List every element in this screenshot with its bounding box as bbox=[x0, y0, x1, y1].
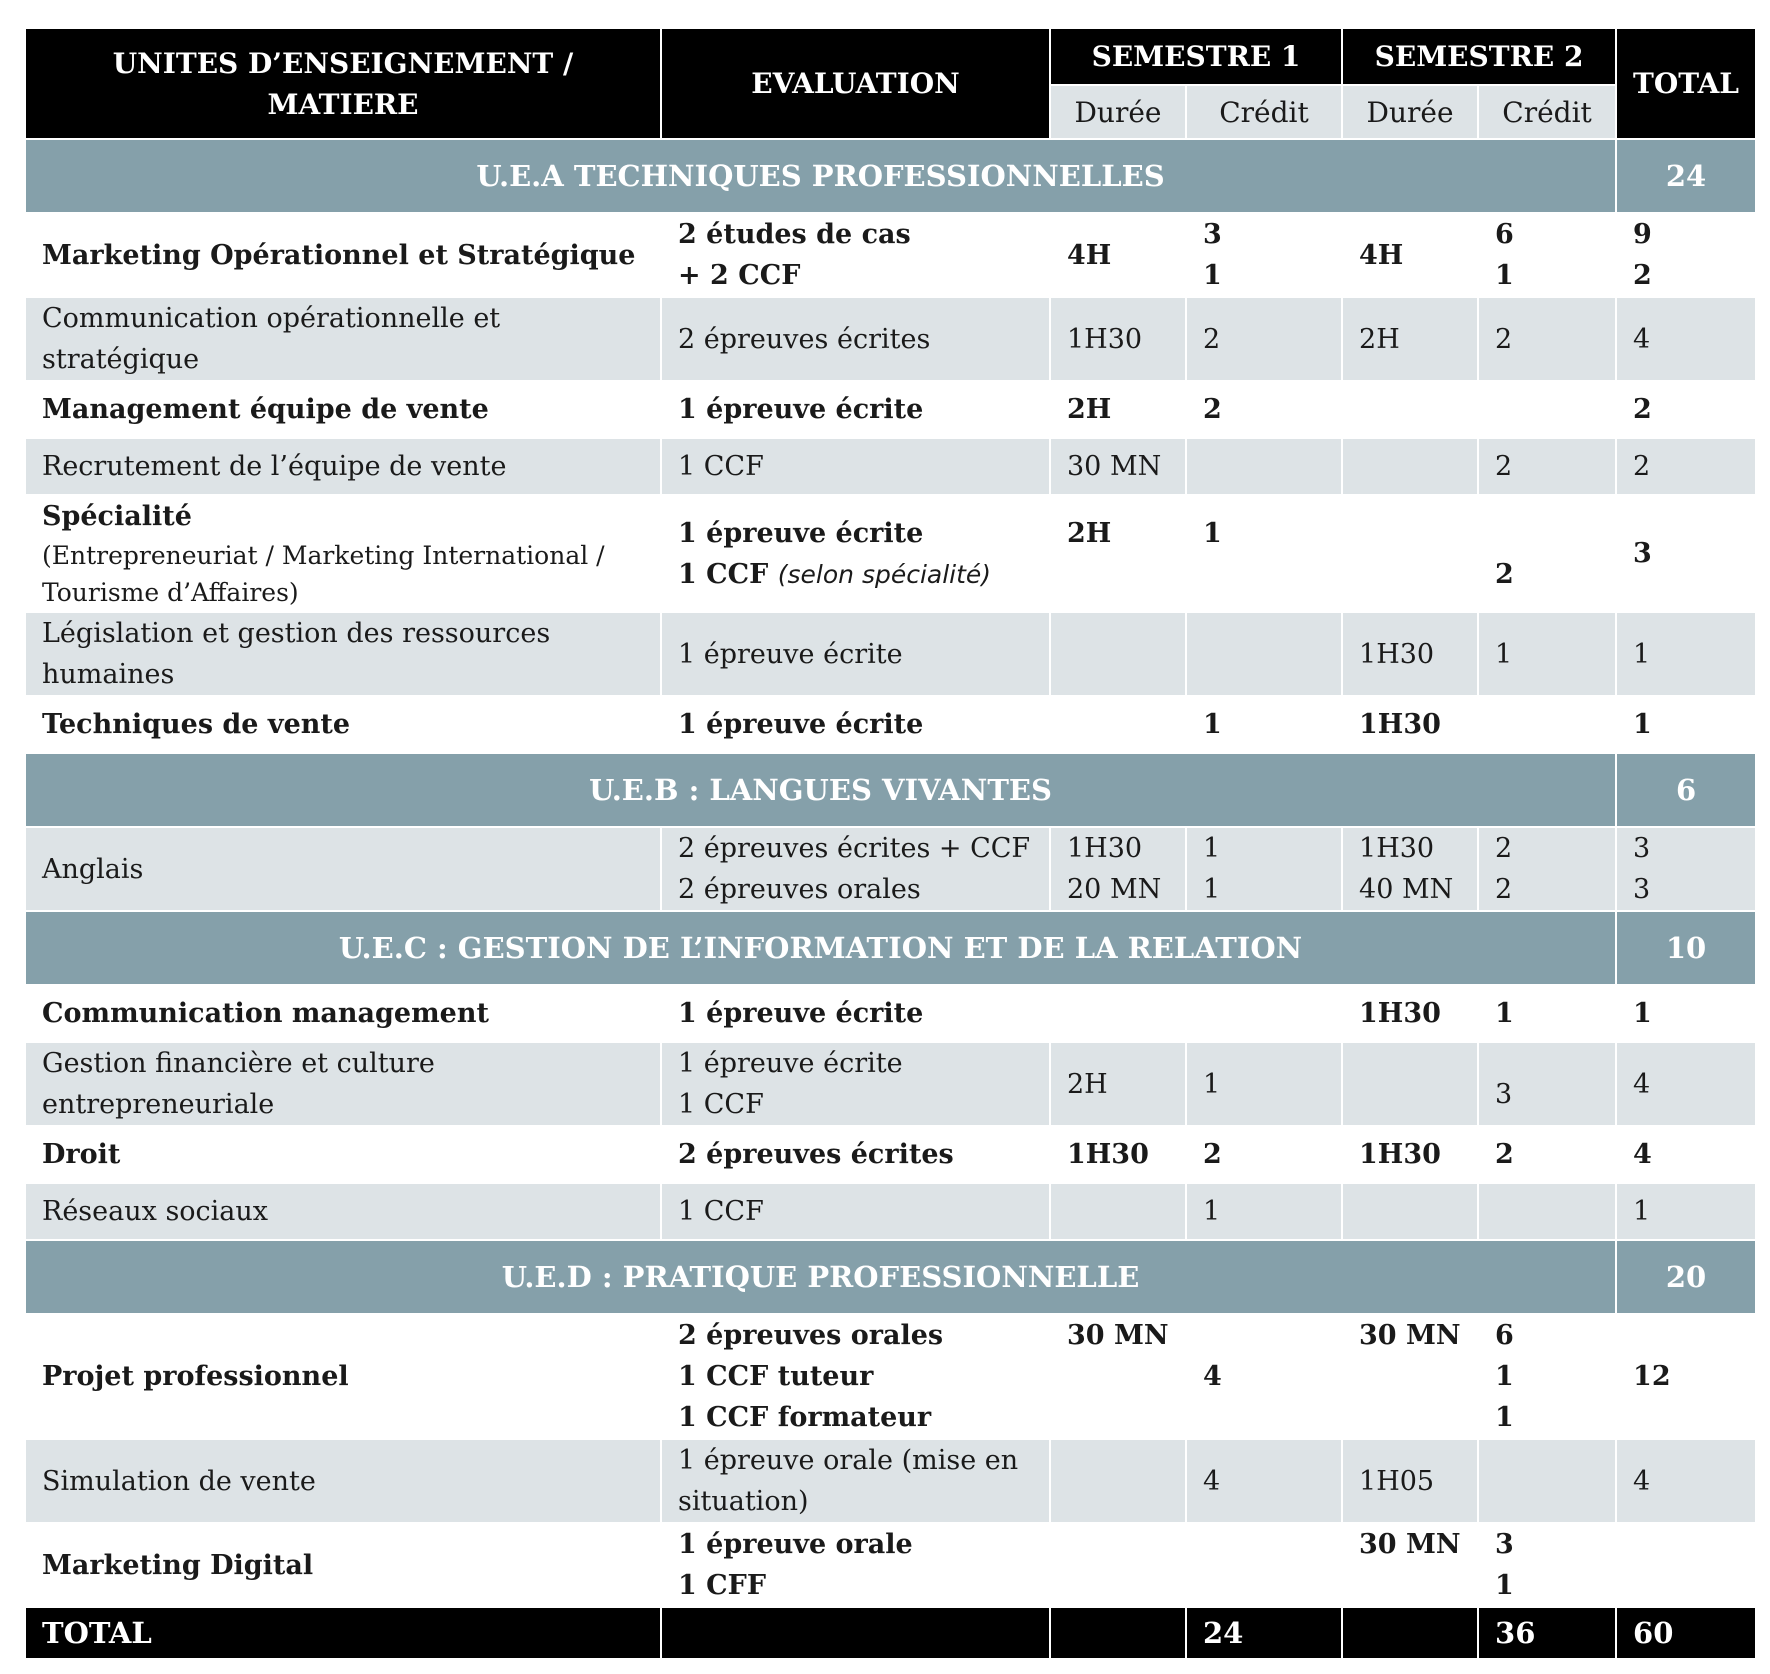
s1-credit: 4 bbox=[1186, 1439, 1342, 1523]
section-total: 10 bbox=[1616, 911, 1756, 985]
s1-credit: 1 bbox=[1186, 1042, 1342, 1126]
credit-line: 6 bbox=[1495, 219, 1514, 250]
s1-credit: 4 bbox=[1186, 1314, 1342, 1439]
s2-duree: 1H30 bbox=[1342, 696, 1478, 753]
evaluation-line: 1 épreuve écrite bbox=[678, 517, 924, 549]
credit-line: 1 bbox=[1203, 874, 1221, 905]
row-total: 4 bbox=[1616, 1126, 1756, 1183]
evaluation-line: 2 épreuves écrites + CCF bbox=[678, 833, 1031, 864]
table-row bbox=[25, 495, 1756, 612]
subject-name: Projet professionnel bbox=[25, 1314, 661, 1439]
row-total: 2 bbox=[1616, 381, 1756, 438]
evaluation-line: 1 CCF bbox=[678, 558, 769, 590]
table-row bbox=[25, 213, 1756, 297]
evaluation-cell: 1 épreuve écrite bbox=[661, 985, 1050, 1042]
evaluation-cell: 1 épreuve orale (mise en situation) bbox=[661, 1439, 1050, 1523]
evaluation-line: 1 CFF bbox=[678, 1570, 767, 1601]
header-unites: UNITES D’ENSEIGNEMENT / MATIERE bbox=[25, 28, 661, 139]
s1-credit bbox=[1186, 438, 1342, 495]
s1-duree bbox=[1050, 827, 1186, 911]
table-row bbox=[25, 1523, 1756, 1607]
s1-duree bbox=[1050, 985, 1186, 1042]
s1-duree: 4H bbox=[1050, 213, 1186, 297]
credit-line: 2 bbox=[1495, 558, 1514, 590]
duree-line: 30 MN bbox=[1359, 1320, 1461, 1351]
credit-line: 1 bbox=[1203, 260, 1222, 291]
section-uea bbox=[25, 139, 1756, 213]
duree-line: 20 MN bbox=[1067, 874, 1162, 905]
s1-duree bbox=[1050, 1439, 1186, 1523]
subject-name: Marketing Opérationnel et Stratégique bbox=[25, 213, 661, 297]
section-total: 6 bbox=[1616, 753, 1756, 827]
s1-credit: 2 bbox=[1186, 381, 1342, 438]
table-row bbox=[25, 1439, 1756, 1523]
row-total: 1 bbox=[1616, 696, 1756, 753]
credit-line: 2 bbox=[1495, 874, 1513, 905]
s1-duree bbox=[1050, 1523, 1186, 1607]
row-total bbox=[1616, 213, 1756, 297]
total-s2-duree bbox=[1342, 1607, 1478, 1659]
credit-line: 1 bbox=[1495, 1570, 1514, 1601]
duree-line: 1H30 bbox=[1359, 833, 1435, 864]
evaluation-cell: 1 épreuve écrite bbox=[661, 696, 1050, 753]
evaluation-cell bbox=[661, 495, 1050, 612]
s1-duree bbox=[1050, 612, 1186, 696]
subject-name: Techniques de vente bbox=[25, 696, 661, 753]
row-total: 4 bbox=[1616, 1439, 1756, 1523]
subject-name: Gestion financière et culture entrepreneuriale bbox=[25, 1042, 661, 1126]
evaluation-cell bbox=[661, 1523, 1050, 1607]
evaluation-line: 2 épreuves orales bbox=[678, 874, 921, 905]
s2-credit bbox=[1478, 495, 1616, 612]
row-total: 1 bbox=[1616, 1183, 1756, 1240]
row-total: 4 bbox=[1616, 297, 1756, 381]
table-row bbox=[25, 1126, 1756, 1183]
total-s2-credit: 36 bbox=[1478, 1607, 1616, 1659]
header-evaluation: EVALUATION bbox=[661, 28, 1050, 139]
evaluation-cell: 1 CCF bbox=[661, 438, 1050, 495]
s1-credit bbox=[1186, 1523, 1342, 1607]
subject-name: Marketing Digital bbox=[25, 1523, 661, 1607]
s1-credit: 1 bbox=[1186, 1183, 1342, 1240]
duree-line: 40 MN bbox=[1359, 874, 1454, 905]
evaluation-line: + 2 CCF bbox=[678, 260, 801, 291]
s1-credit bbox=[1186, 612, 1342, 696]
table-row bbox=[25, 1183, 1756, 1240]
credit-line: 1 bbox=[1495, 1402, 1514, 1433]
s2-credit: 1 bbox=[1478, 612, 1616, 696]
section-total: 24 bbox=[1616, 139, 1756, 213]
s2-duree bbox=[1342, 438, 1478, 495]
subject-name: Droit bbox=[25, 1126, 661, 1183]
header-semestre-1: SEMESTRE 1 bbox=[1050, 28, 1342, 85]
s2-duree: 1H30 bbox=[1342, 1126, 1478, 1183]
section-title: U.E.B : LANGUES VIVANTES bbox=[25, 753, 1616, 827]
s1-duree: 2H bbox=[1050, 381, 1186, 438]
credit-line: 3 bbox=[1495, 1078, 1513, 1110]
evaluation-line: 1 CCF tuteur bbox=[678, 1361, 874, 1392]
row-total bbox=[1616, 1523, 1756, 1607]
s2-credit: 1 bbox=[1478, 985, 1616, 1042]
total-evaluation bbox=[661, 1607, 1050, 1659]
s2-credit bbox=[1478, 1314, 1616, 1439]
s2-duree bbox=[1342, 1183, 1478, 1240]
evaluation-cell bbox=[661, 1314, 1050, 1439]
row-total: 1 bbox=[1616, 612, 1756, 696]
s1-duree bbox=[1050, 1183, 1186, 1240]
subject-name: Communication opérationnelle et stratégique bbox=[25, 297, 661, 381]
table-row bbox=[25, 612, 1756, 696]
s1-credit: 2 bbox=[1186, 1126, 1342, 1183]
header-semestre-2: SEMESTRE 2 bbox=[1342, 28, 1616, 85]
evaluation-cell: 2 épreuves écrites bbox=[661, 1126, 1050, 1183]
duree-line: 30 MN bbox=[1067, 1320, 1169, 1351]
header-s2-credit: Crédit bbox=[1478, 85, 1616, 139]
s1-credit bbox=[1186, 495, 1342, 612]
row-total: 12 bbox=[1616, 1314, 1756, 1439]
s2-credit bbox=[1478, 1439, 1616, 1523]
s2-duree bbox=[1342, 381, 1478, 438]
subject-name: Management équipe de vente bbox=[25, 381, 661, 438]
total-label: TOTAL bbox=[25, 1607, 661, 1659]
evaluation-note: (selon spécialité) bbox=[777, 559, 992, 589]
s1-duree: 1H30 bbox=[1050, 1126, 1186, 1183]
row-total: 4 bbox=[1616, 1042, 1756, 1126]
s2-duree bbox=[1342, 495, 1478, 612]
s2-duree bbox=[1342, 1042, 1478, 1126]
evaluation-line: 2 études de cas bbox=[678, 219, 911, 250]
evaluation-line: 1 CCF bbox=[678, 1089, 764, 1120]
s1-credit: 1 bbox=[1186, 696, 1342, 753]
s1-duree bbox=[1050, 1314, 1186, 1439]
duree-line: 1H30 bbox=[1067, 833, 1143, 864]
duree-line: 2H bbox=[1067, 517, 1112, 549]
s2-credit bbox=[1478, 381, 1616, 438]
evaluation-line: 1 CCF formateur bbox=[678, 1402, 932, 1433]
evaluation-cell: 2 épreuves écrites bbox=[661, 297, 1050, 381]
s1-credit bbox=[1186, 213, 1342, 297]
total-line: 3 bbox=[1633, 833, 1651, 864]
evaluation-cell: 1 épreuve écrite bbox=[661, 612, 1050, 696]
evaluation-line: 1 épreuve orale bbox=[678, 1529, 913, 1560]
s2-credit: 2 bbox=[1478, 297, 1616, 381]
s2-credit bbox=[1478, 1523, 1616, 1607]
s2-credit: 2 bbox=[1478, 1126, 1616, 1183]
credit-line: 1 bbox=[1203, 833, 1221, 864]
table-row bbox=[25, 1314, 1756, 1439]
table-row bbox=[25, 1042, 1756, 1126]
s2-credit bbox=[1478, 696, 1616, 753]
evaluation-cell bbox=[661, 827, 1050, 911]
s2-duree: 1H05 bbox=[1342, 1439, 1478, 1523]
s2-duree: 4H bbox=[1342, 213, 1478, 297]
s2-credit bbox=[1478, 827, 1616, 911]
s1-credit: 2 bbox=[1186, 297, 1342, 381]
subject-name: Simulation de vente bbox=[25, 1439, 661, 1523]
s1-credit bbox=[1186, 827, 1342, 911]
s2-duree: 1H30 bbox=[1342, 985, 1478, 1042]
row-total bbox=[1616, 827, 1756, 911]
table-row bbox=[25, 381, 1756, 438]
evaluation-cell bbox=[661, 1042, 1050, 1126]
total-s1-credit: 24 bbox=[1186, 1607, 1342, 1659]
total-line: 2 bbox=[1633, 260, 1652, 291]
evaluation-cell: 1 épreuve écrite bbox=[661, 381, 1050, 438]
total-overall: 60 bbox=[1616, 1607, 1756, 1659]
total-row bbox=[25, 1607, 1756, 1659]
table-row bbox=[25, 985, 1756, 1042]
evaluation-line: 1 épreuve écrite bbox=[678, 1048, 903, 1079]
section-title: U.E.C : GESTION DE L’INFORMATION ET DE LA RELATION bbox=[25, 911, 1616, 985]
s2-credit bbox=[1478, 213, 1616, 297]
credit-line: 1 bbox=[1203, 517, 1222, 549]
header-s2-duree: Durée bbox=[1342, 85, 1478, 139]
table-row bbox=[25, 827, 1756, 911]
table-row bbox=[25, 696, 1756, 753]
row-total: 1 bbox=[1616, 985, 1756, 1042]
s2-duree: 2H bbox=[1342, 297, 1478, 381]
subject-name: Spécialité bbox=[42, 501, 192, 532]
s2-duree bbox=[1342, 1523, 1478, 1607]
table-row bbox=[25, 438, 1756, 495]
header-s1-credit: Crédit bbox=[1186, 85, 1342, 139]
s2-duree bbox=[1342, 827, 1478, 911]
subject-name: Communication management bbox=[25, 985, 661, 1042]
credit-line: 1 bbox=[1495, 260, 1514, 291]
table-row bbox=[25, 297, 1756, 381]
s2-credit bbox=[1478, 1042, 1616, 1126]
subject-cell bbox=[25, 495, 661, 612]
evaluation-cell bbox=[661, 213, 1050, 297]
header-total: TOTAL bbox=[1616, 28, 1756, 139]
header-s1-duree: Durée bbox=[1050, 85, 1186, 139]
s2-credit bbox=[1478, 1183, 1616, 1240]
total-line: 9 bbox=[1633, 219, 1652, 250]
subject-name: Anglais bbox=[25, 827, 661, 911]
total-s1-duree bbox=[1050, 1607, 1186, 1659]
s1-duree bbox=[1050, 696, 1186, 753]
section-title: U.E.A TECHNIQUES PROFESSIONNELLES bbox=[25, 139, 1616, 213]
s1-credit bbox=[1186, 985, 1342, 1042]
s2-duree: 1H30 bbox=[1342, 612, 1478, 696]
duree-line: 30 MN bbox=[1359, 1529, 1461, 1560]
row-total: 2 bbox=[1616, 438, 1756, 495]
s2-credit: 2 bbox=[1478, 438, 1616, 495]
s1-duree: 30 MN bbox=[1050, 438, 1186, 495]
evaluation-cell: 1 CCF bbox=[661, 1183, 1050, 1240]
s1-duree: 2H bbox=[1050, 1042, 1186, 1126]
row-total: 3 bbox=[1616, 495, 1756, 612]
credit-line: 6 bbox=[1495, 1320, 1514, 1351]
s1-duree: 1H30 bbox=[1050, 297, 1186, 381]
total-line: 3 bbox=[1633, 874, 1651, 905]
credit-line: 1 bbox=[1495, 1361, 1514, 1392]
subject-subtitle: (Entrepreneuriat / Marketing International / Tourisme d’Affaires) bbox=[42, 541, 605, 607]
section-ued bbox=[25, 1240, 1756, 1314]
subject-name: Recrutement de l’équipe de vente bbox=[25, 438, 661, 495]
s2-duree bbox=[1342, 1314, 1478, 1439]
section-ueb bbox=[25, 753, 1756, 827]
credit-line: 2 bbox=[1495, 833, 1513, 864]
evaluation-line: 2 épreuves orales bbox=[678, 1320, 944, 1351]
section-title: U.E.D : PRATIQUE PROFESSIONNELLE bbox=[25, 1240, 1616, 1314]
section-uec bbox=[25, 911, 1756, 985]
subject-name: Législation et gestion des ressources humaines bbox=[25, 612, 661, 696]
subject-name: Réseaux sociaux bbox=[25, 1183, 661, 1240]
section-total: 20 bbox=[1616, 1240, 1756, 1314]
credits-table bbox=[24, 27, 1757, 1660]
credit-line: 3 bbox=[1495, 1529, 1514, 1560]
credit-line: 3 bbox=[1203, 219, 1222, 250]
s1-duree bbox=[1050, 495, 1186, 612]
